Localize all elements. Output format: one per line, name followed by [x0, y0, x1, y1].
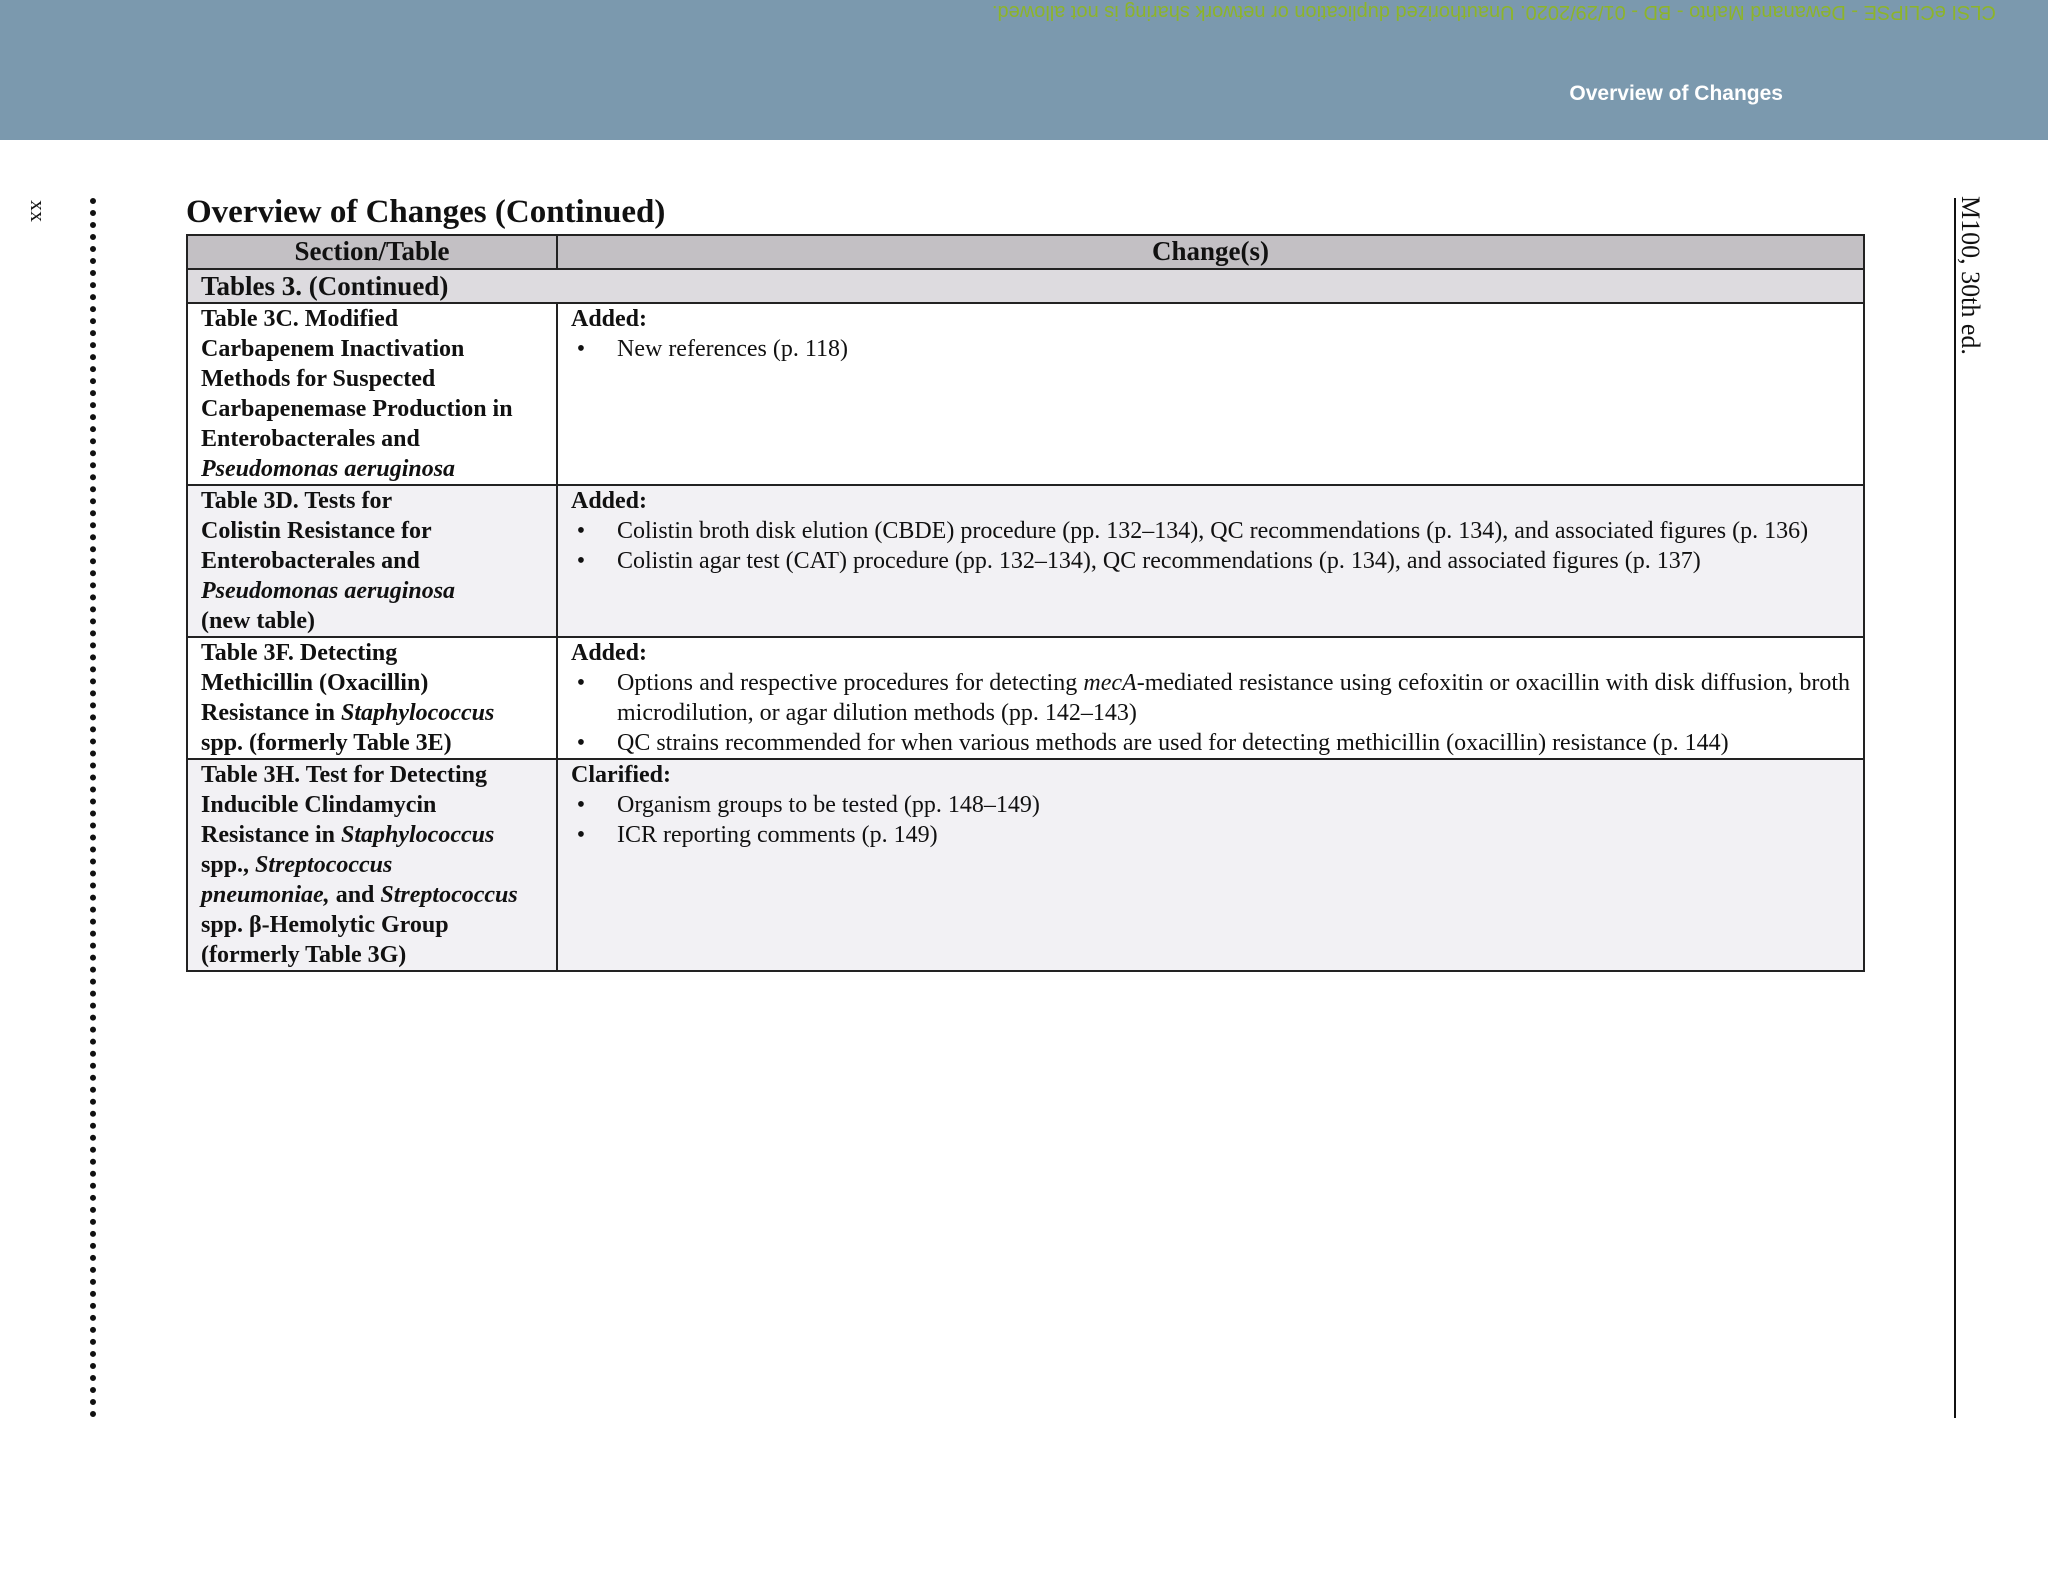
list-item: • QC strains recommended for when various methods are used for detecting methicillin (oxacillin) resistance (p. 144)	[617, 728, 1850, 758]
change-label: Added:	[571, 640, 648, 666]
change-list	[571, 668, 1850, 758]
section-line: Resistance in	[201, 822, 335, 848]
section-line: Table 3H. Test for Detecting	[201, 762, 487, 788]
section-line: spp. β-Hemolytic Group	[201, 912, 449, 938]
table-row	[187, 485, 1864, 637]
group-label: Tables 3. (Continued)	[187, 269, 1864, 303]
table-row	[187, 637, 1864, 759]
change-label: Clarified:	[571, 762, 671, 788]
section-line: spp. (formerly Table 3E)	[201, 730, 452, 756]
list-item: • Organism groups to be tested (pp. 148–149)	[617, 790, 1850, 820]
table-group-row	[187, 269, 1864, 303]
table-header-row	[187, 235, 1864, 269]
section-line: Enterobacterales and	[201, 548, 420, 574]
list-item-text: -mediated resistance using cefoxitin or oxacillin with disk diffusion, broth microdilution, or agar dilution methods (pp. 142–143)	[617, 670, 1850, 726]
section-cell	[187, 759, 557, 971]
change-list	[571, 334, 1850, 364]
section-line: Methods for Suspected	[201, 366, 436, 392]
changes-cell	[557, 759, 1864, 971]
changes-cell	[557, 485, 1864, 637]
change-label: Added:	[571, 488, 648, 514]
section-cell	[187, 303, 557, 485]
changes-table	[186, 234, 1865, 972]
list-item	[617, 668, 1850, 728]
list-item: • Colistin broth disk elution (CBDE) procedure (pp. 132–134), QC recommendations (p. 134), and associated figures (p. 136)	[617, 516, 1850, 546]
list-item: • ICR reporting comments (p. 149)	[617, 820, 1850, 850]
section-line: Inducible Clindamycin	[201, 792, 437, 818]
section-line: Methicillin (Oxacillin)	[201, 670, 429, 696]
change-list	[571, 790, 1850, 850]
section-line: Staphylococcus	[341, 822, 495, 848]
section-line: Pseudomonas aeruginosa	[201, 578, 456, 604]
section-line: Streptococcus	[380, 882, 518, 908]
section-line: (formerly Table 3G)	[201, 942, 407, 968]
page-number: xx	[26, 200, 51, 222]
section-line: Staphylococcus	[341, 700, 495, 726]
changes-cell	[557, 303, 1864, 485]
column-header-changes: Change(s)	[557, 235, 1864, 269]
change-list	[571, 516, 1850, 576]
column-header-section: Section/Table	[187, 235, 557, 269]
section-line: Colistin Resistance for	[201, 518, 432, 544]
header-band	[0, 0, 2048, 140]
change-label: Added:	[571, 306, 648, 332]
gene-name: mecA	[1083, 670, 1137, 696]
list-item: • New references (p. 118)	[617, 334, 1850, 364]
section-line: Table 3F. Detecting	[201, 640, 398, 666]
section-line: pneumoniae,	[201, 882, 330, 908]
dotted-margin-rule	[90, 198, 96, 1418]
section-cell	[187, 485, 557, 637]
watermark: CLSI eCLIPSE - Dewanand Mahto - BD - 01/29/2020. Unauthorized duplication or network sharing is not allowed.	[992, 1, 1996, 23]
section-line: spp.,	[201, 852, 250, 878]
list-item: • Colistin agar test (CAT) procedure (pp. 132–134), QC recommendations (p. 134), and associated figures (p. 137)	[617, 546, 1850, 576]
section-cell	[187, 637, 557, 759]
section-line: Carbapenemase Production in	[201, 396, 513, 422]
section-line: Table 3D. Tests for	[201, 488, 393, 514]
right-margin-rule	[1954, 198, 1956, 1418]
page-title: Overview of Changes (Continued)	[186, 194, 666, 230]
section-line: Streptococcus	[255, 852, 393, 878]
list-item-text: Options and respective procedures for detecting	[617, 670, 1084, 696]
edition-label: M100, 30th ed.	[1956, 196, 1985, 355]
section-line: Pseudomonas aeruginosa	[201, 456, 456, 482]
table-row	[187, 303, 1864, 485]
changes-cell	[557, 637, 1864, 759]
section-line: (new table)	[201, 608, 315, 634]
section-line: Carbapenem Inactivation	[201, 336, 465, 362]
section-line: Enterobacterales and	[201, 426, 420, 452]
section-line: Resistance in	[201, 700, 335, 726]
running-section-title: Overview of Changes	[1569, 82, 1783, 105]
section-line: Table 3C. Modified	[201, 306, 399, 332]
table-row	[187, 759, 1864, 971]
section-line: and	[335, 882, 375, 908]
